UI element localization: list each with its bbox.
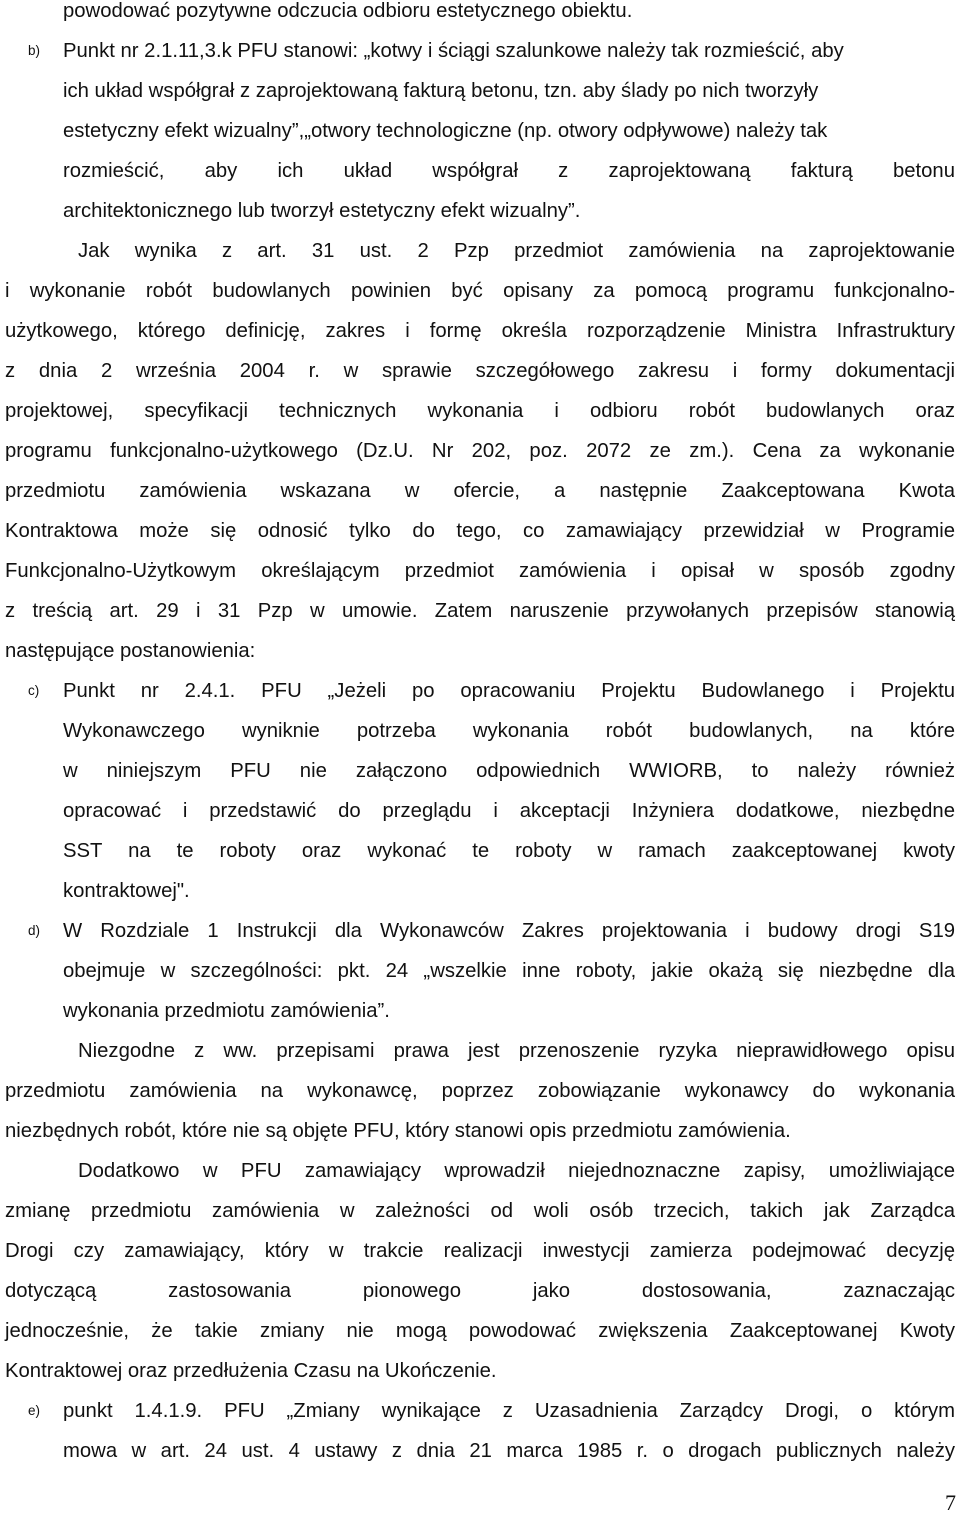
text-line: z treścią art. 29 i 31 Pzp w umowie. Zatem naruszenie przywołanych przepisów stanowią	[5, 600, 955, 622]
text-line: kontraktowej".	[63, 880, 190, 902]
list-marker-e: e)	[28, 1403, 41, 1418]
text-line: dotyczącą zastosowania pionowego jako dostosowania, zaznaczając	[5, 1280, 955, 1302]
text-line: Jak wynika z art. 31 ust. 2 Pzp przedmiot zamówienia na zaprojektowanie	[78, 240, 955, 262]
text-line: Kontraktowej oraz przedłużenia Czasu na Ukończenie.	[5, 1360, 497, 1382]
text-line: ich układ współgrał z zaprojektowaną fakturą betonu, tzn. aby ślady po nich tworzyły	[63, 80, 819, 102]
text-line: i wykonanie robót budowlanych powinien być opisany za pomocą programu funkcjonalno-	[5, 280, 955, 302]
text-line: użytkowego, którego definicję, zakres i formę określa rozporządzenie Ministra Infrastruktury	[5, 320, 955, 342]
text-line: przedmiotu zamówienia wskazana w ofercie, a następnie Zaakceptowana Kwota	[5, 480, 955, 502]
text-line: Drogi czy zamawiający, który w trakcie realizacji inwestycji zamierza podejmować decyzję	[5, 1240, 955, 1262]
text-line: z dnia 2 września 2004 r. w sprawie szczegółowego zakresu i formy dokumentacji	[5, 360, 955, 382]
text-line: punkt 1.4.1.9. PFU „Zmiany wynikające z Uzasadnienia Zarządcy Drogi, o którym	[63, 1400, 955, 1422]
text-line: mowa w art. 24 ust. 4 ustawy z dnia 21 marca 1985 r. o drogach publicznych należy	[63, 1440, 955, 1462]
text-line: programu funkcjonalno-użytkowego (Dz.U. Nr 202, poz. 2072 ze zm.). Cena za wykonanie	[5, 440, 955, 462]
text-line: powodować pozytywne odczucia odbioru estetycznego obiektu.	[63, 0, 633, 22]
text-line: Dodatkowo w PFU zamawiający wprowadził niejednoznaczne zapisy, umożliwiające	[78, 1160, 955, 1182]
text-line: Wykonawczego wyniknie potrzeba wykonania robót budowlanych, na które	[63, 720, 955, 742]
text-line: opracować i przedstawić do przeglądu i akceptacji Inżyniera dodatkowe, niezbędne	[63, 800, 955, 822]
text-line: Punkt nr 2.1.11,3.k PFU stanowi: „kotwy i ściągi szalunkowe należy tak rozmieścić, aby	[63, 40, 844, 62]
text-line: w niniejszym PFU nie załączono odpowiednich WWIORB, to należy również	[63, 760, 955, 782]
text-line: rozmieścić, aby ich układ współgrał z zaprojektowaną fakturą betonu	[63, 160, 955, 182]
text-line: jednocześnie, że takie zmiany nie mogą powodować zwiększenia Zaakceptowanej Kwoty	[5, 1320, 955, 1342]
text-line: następujące postanowienia:	[5, 640, 256, 662]
text-line: Kontraktowa może się odnosić tylko do tego, co zamawiający przewidział w Programie	[5, 520, 955, 542]
text-line: projektowej, specyfikacji technicznych wykonania i odbioru robót budowlanych oraz	[5, 400, 955, 422]
text-line: wykonania przedmiotu zamówienia”.	[63, 1000, 390, 1022]
list-marker-d: d)	[28, 923, 41, 938]
text-line: W Rozdziale 1 Instrukcji dla Wykonawców Zakres projektowania i budowy drogi S19	[63, 920, 955, 942]
list-marker-b: b)	[28, 43, 41, 58]
text-line: Punkt nr 2.4.1. PFU „Jeżeli po opracowaniu Projektu Budowlanego i Projektu	[63, 680, 955, 702]
text-line: estetyczny efekt wizualny”,„otwory technologiczne (np. otwory odpływowe) należy tak	[63, 120, 828, 142]
text-line: niezbędnych robót, które nie są objęte PFU, który stanowi opis przedmiotu zamówienia.	[5, 1120, 791, 1142]
text-line: obejmuje w szczególności: pkt. 24 „wszelkie inne roboty, jakie okażą się niezbędne dla	[63, 960, 955, 982]
text-line: SST na te roboty oraz wykonać te roboty w ramach zaakceptowanej kwoty	[63, 840, 955, 862]
text-line: przedmiotu zamówienia na wykonawcę, poprzez zobowiązanie wykonawcy do wykonania	[5, 1080, 955, 1102]
text-line: zmianę przedmiotu zamówienia w zależności od woli osób trzecich, takich jak Zarządca	[5, 1200, 955, 1222]
page-number: 7	[945, 1490, 956, 1515]
text-line: Funkcjonalno-Użytkowym określającym przedmiot zamówienia i opisał w sposób zgodny	[5, 560, 955, 582]
text-line: architektonicznego lub tworzył estetyczny efekt wizualny”.	[63, 200, 581, 222]
text-line: Niezgodne z ww. przepisami prawa jest przenoszenie ryzyka nieprawidłowego opisu	[78, 1040, 955, 1062]
list-marker-c: c)	[28, 683, 40, 698]
